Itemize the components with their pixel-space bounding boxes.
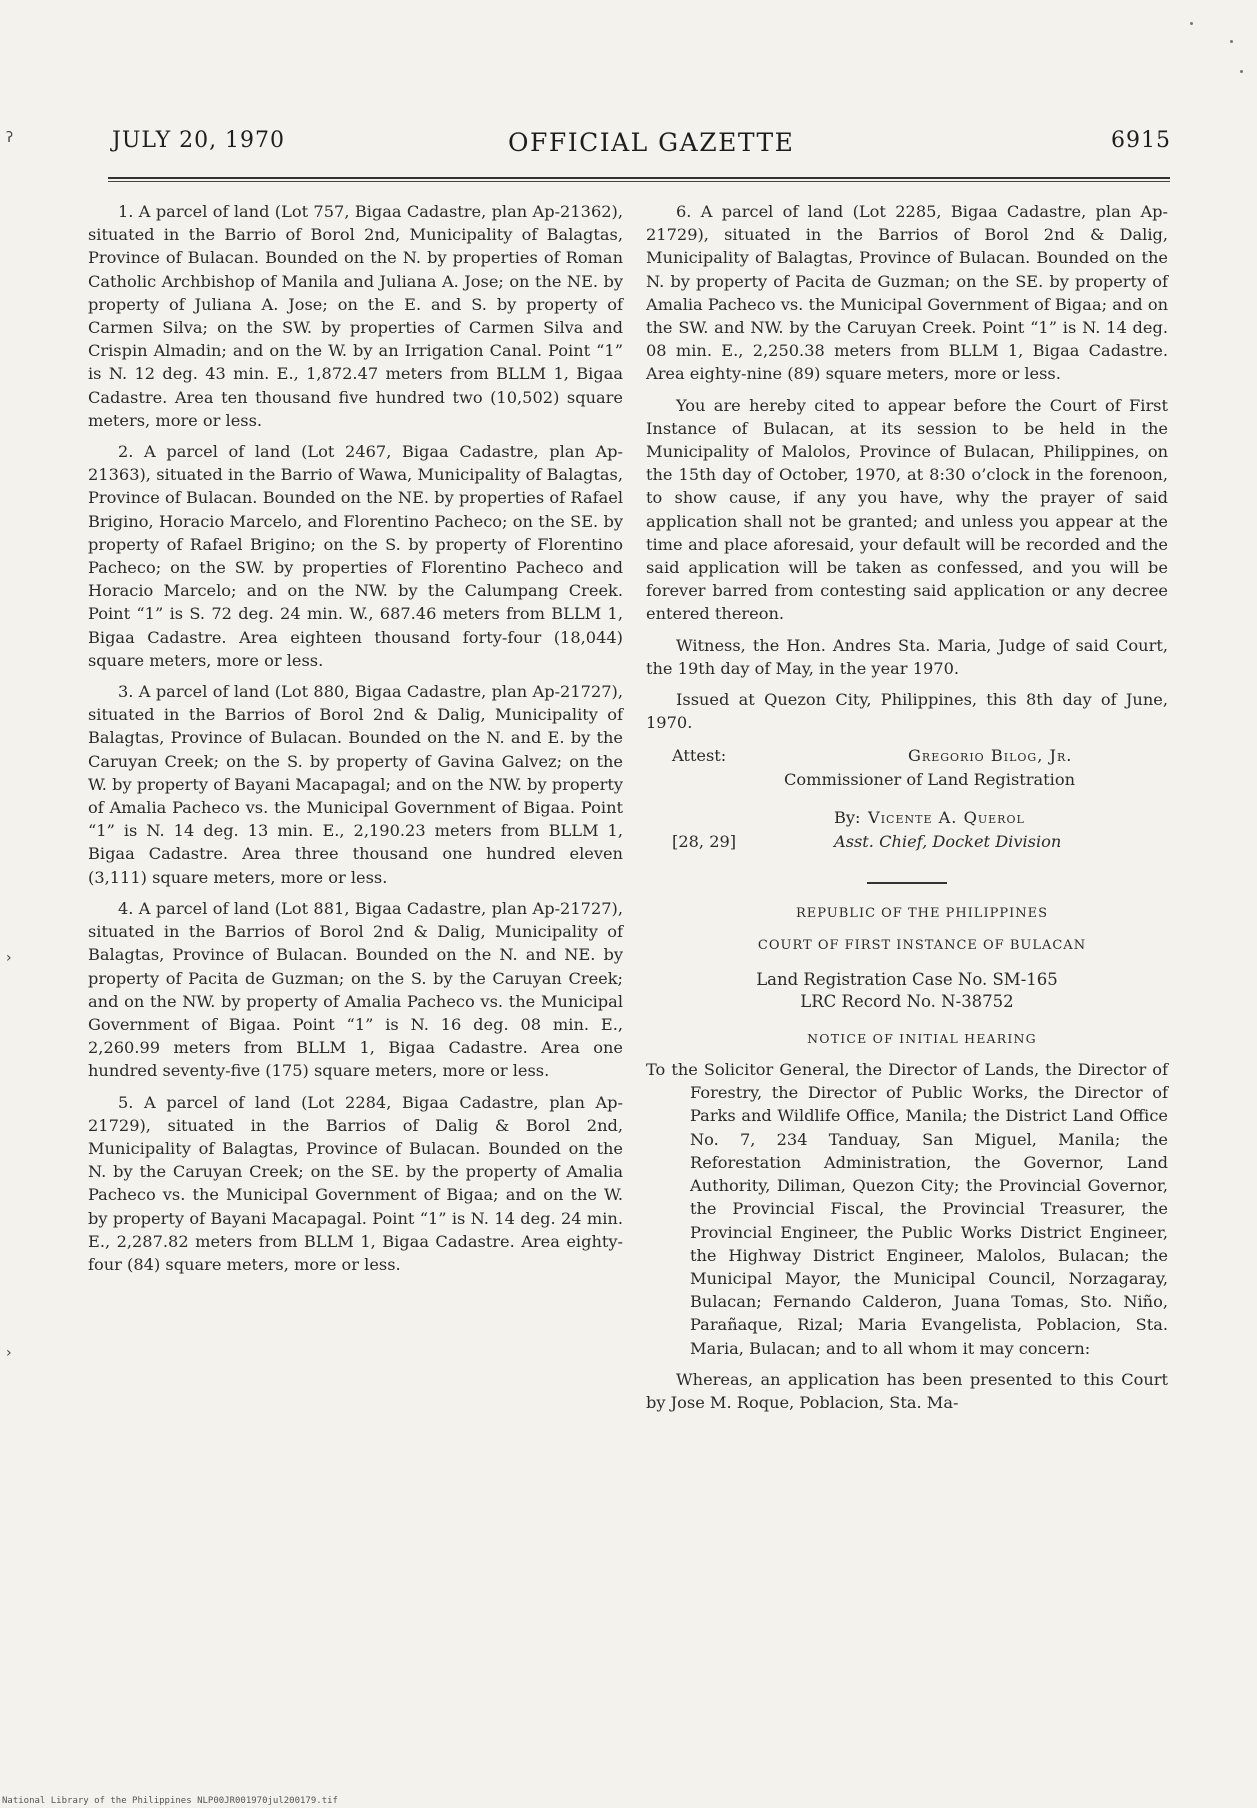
parcel-6: 6. A parcel of land (Lot 2285, Bigaa Cadastre, plan Ap-21729), situated in the Barrios of Borol 2nd & Dalig, Municipality of Balagtas, Province of Bulacan. Bounded on the N. by property of Pacita de Guzman; on the SE. by property of Amalia Pacheco vs. the Municipal Government of Bigaa; and on the SW. and NW. by the Caruyan Creek. Point “1” is N. 14 deg. 08 min. E., 2,250.38 meters from BLLM 1, Bigaa Cadastre. Area eighty-nine (89) square meters, more or less. (646, 202, 1168, 384)
parcel-5: 5. A parcel of land (Lot 2284, Bigaa Cadastre, plan Ap-21729), situated in the Barrios of Dalig & Borol 2nd, Municipality of Balagtas, Province of Bulacan. Bounded on the N. by the Caruyan Creek; on the SE. by the property of Amalia Pacheco vs. the Municipal Government of Bigaa; and on the W. by property of Bayani Macapagal. Point “1” is N. 14 deg. 24 min. E., 2,287.82 meters from BLLM 1, Bigaa Cadastre. Area eighty-four (84) square meters, more or less. (88, 1092, 623, 1274)
court-heading: COURT OF FIRST INSTANCE OF BULACAN (757, 937, 1087, 953)
addressees-paragraph: To the Solicitor General, the Director of Lands, the Director of Forestry, the Director of Public Works, the Director of Parks and Wildlife Office, Manila; the District Land Office No. 7, 234 Tanduay, San Miguel, Manila; the Reforestation Administration, the Governor, Land Authority, Diliman, Quezon City; the Provincial Governor, the Provincial Fiscal, the Provincial Treasurer, the Provincial Engineer, the Public Works District Engineer, the Highway District Engineer, Malolos, Bulacan; the Municipal Mayor, the Municipal Council, Norzagaray, Bulacan; Fernando Calderon, Juana Tomas, Sto. Niño, Parañaque, Rizal; Maria Evangelista, Poblacion, Sta. Maria, Bulacan; and to all whom it may concern: (646, 1060, 1168, 1358)
witness-paragraph: Witness, the Hon. Andres Sta. Maria, Judge of said Court, the 19th day of May, in the year 1970. (646, 635, 1168, 678)
whereas-paragraph: Whereas, an application has been presented to this Court by Jose M. Roque, Poblacion, Sta. Ma- (646, 1369, 1168, 1412)
notice-heading: NOTICE OF INITIAL HEARING (807, 1030, 1037, 1046)
parcel-1: 1. A parcel of land (Lot 757, Bigaa Cadastre, plan Ap-21362), situated in the Barrio of Borol 2nd, Municipality of Balagtas, Province of Bulacan. Bounded on the N. by properties of Roman Catholic Archbishop of Manila and Juliana A. Jose; on the NE. by property of Juliana A. Jose; on the E. and S. by property of Carmen Silva; on the SW. by properties of Carmen Silva and Crispin Almadin; and on the W. by an Irrigation Canal. Point “1” is N. 12 deg. 43 min. E., 1,872.47 meters from BLLM 1, Bigaa Cadastre. Area ten thousand five hundred two (10,502) square meters, more or less. (88, 202, 623, 430)
citation-paragraph: You are hereby cited to appear before the Court of First Instance of Bulacan, at its session to be held in the Municipality of Malolos, Province of Bulacan, Philippines, on the 15th day of October, 1970, at 8:30 o’clock in the forenoon, to show cause, if any you have, why the prayer of said application shall not be granted; and unless you appear at the time and place aforesaid, your default will be recorded and the said application will be taken as confessed, and you will be forever barred from contesting said application or any decree entered thereon. (646, 395, 1168, 624)
left-column (88, 200, 623, 1284)
publication-title: OFFICIAL GAZETTE (508, 128, 795, 157)
attest-label: Attest: (672, 746, 727, 766)
section-divider (867, 882, 947, 884)
margin-mark: › (6, 950, 12, 966)
parcel-3: 3. A parcel of land (Lot 880, Bigaa Cadastre, plan Ap-21727), situated in the Barrios of Borol 2nd & Dalig, Municipality of Balagtas, Province of Bulacan. Bounded on the N. and E. by the Caruyan Creek; on the S. by property of Gavina Galvez; on the W. by property of Bayani Macapagal; and on the NW. by property of Amalia Pacheco vs. the Municipal Government of Bigaa. Point “1” is N. 14 deg. 13 min. E., 2,190.23 meters from BLLM 1, Bigaa Cadastre. Area three thousand one hundred eleven (3,111) square meters, more or less. (88, 682, 623, 887)
record-number: LRC Record No. N-38752 (800, 991, 1014, 1011)
scan-speck (1190, 22, 1193, 25)
scan-speck (1230, 40, 1233, 43)
issued-paragraph: Issued at Quezon City, Philippines, this 8th day of June, 1970. (646, 690, 1168, 733)
republic-heading: REPUBLIC OF THE PHILIPPINES (796, 906, 1048, 922)
scan-speck (1240, 70, 1243, 73)
case-numbers (646, 969, 1168, 1013)
scan-footer: National Library of the Philippines NLP00JR001970jul200179.tif (2, 1796, 338, 1806)
parcel-2: 2. A parcel of land (Lot 2467, Bigaa Cadastre, plan Ap-21363), situated in the Barrio of Wawa, Municipality of Balagtas, Province of Bulacan. Bounded on the NE. by properties of Rafael Brigino, Horacio Marcelo, and Florentino Pacheco; on the SE. by property of Rafael Brigino; on the S. by property of Florentino Pacheco; on the SW. by properties of Florentino Pacheco and Horacio Marcelo; and on the NW. by the Calumpang Creek. Point “1” is S. 72 deg. 24 min. W., 687.46 meters from BLLM 1, Bigaa Cadastre. Area eighteen thousand forty-four (18,044) square meters, more or less. (88, 442, 623, 670)
right-column (646, 200, 1168, 1422)
margin-mark: ʔ (6, 130, 14, 146)
page-number: 6915 (1111, 128, 1171, 153)
commissioner-title: Commissioner of Land Registration (784, 770, 1076, 790)
parcel-4: 4. A parcel of land (Lot 881, Bigaa Cadastre, plan Ap-21727), situated in the Barrios of Borol 2nd & Dalig, Municipality of Balagtas, Province of Bulacan. Bounded on the N. and NE. by property of Pacita de Guzman; on the S. by the Caruyan Creek; and on the NW. by property of Amalia Pacheco vs. the Municipal Government of Bigaa. Point “1” is N. 16 deg. 08 min. E., 2,260.99 meters from BLLM 1, Bigaa Cadastre. Area one hundred seventy-five (175) square meters, more or less. (88, 898, 623, 1081)
signature-block (646, 744, 1168, 872)
commissioner-name: Gregorio Bilog, Jr. (908, 746, 1073, 766)
issue-date: JULY 20, 1970 (112, 128, 286, 153)
reference-number: [28, 29] (672, 832, 737, 852)
header-rule (108, 177, 1170, 182)
case-number: Land Registration Case No. SM-165 (756, 969, 1058, 989)
by-label: By: (834, 808, 861, 828)
margin-mark: › (6, 1345, 12, 1361)
deputy-title: Asst. Chief, Docket Division (834, 832, 1062, 852)
deputy-name: Vicente A. Querol (868, 808, 1025, 828)
